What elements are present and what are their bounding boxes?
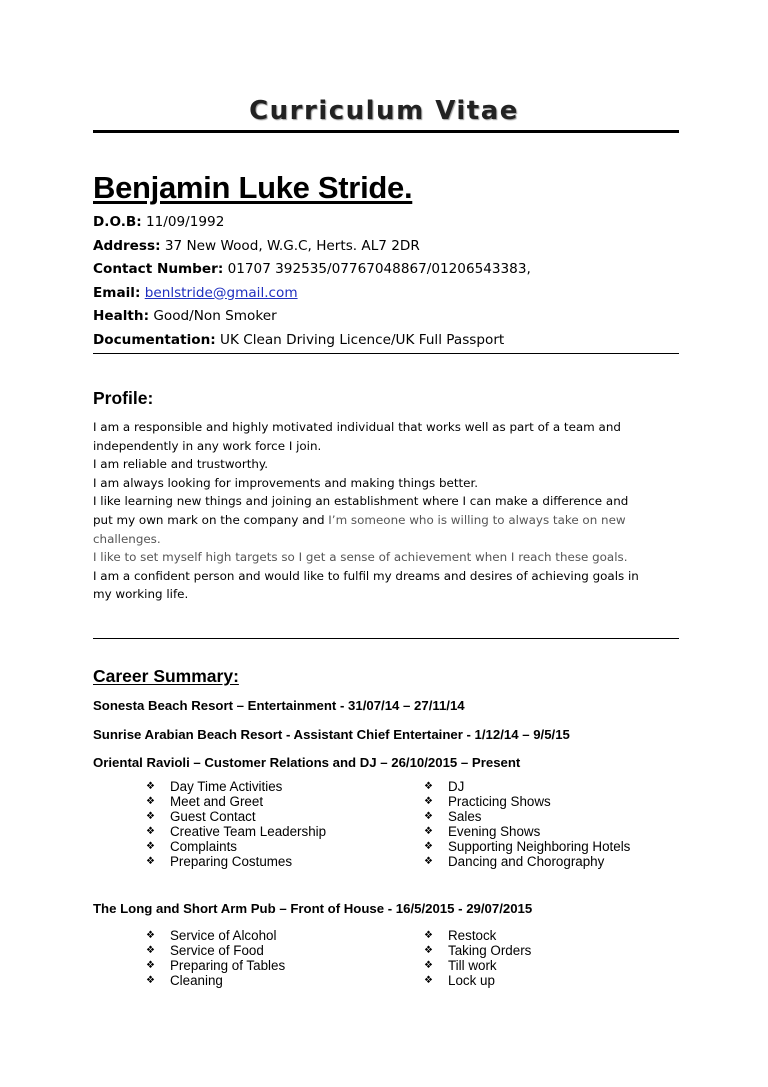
list-item-label: Sales (448, 809, 482, 824)
profile-line-part: I’m someone who is willing to always take on new (328, 512, 626, 527)
email-line (93, 282, 693, 306)
list-item (424, 943, 531, 958)
document-title: Curriculum Vitae (249, 96, 519, 126)
list-item-label: Preparing Costumes (170, 854, 293, 869)
duties-list-left (146, 779, 326, 869)
list-item (146, 958, 285, 973)
diamond-bullet-icon: ❖ (424, 930, 433, 941)
duties-list-left (146, 928, 285, 988)
list-item-label: Practicing Shows (448, 794, 551, 809)
diamond-bullet-icon: ❖ (424, 945, 433, 956)
diamond-bullet-icon: ❖ (424, 796, 433, 807)
section-divider (93, 353, 679, 354)
profile-line: I am reliable and trustworthy. (93, 457, 269, 472)
profile-text (93, 418, 683, 604)
job-entry: Oriental Ravioli – Customer Relations and DJ – 26/10/2015 – Present (93, 755, 521, 770)
list-item-label: Dancing and Chorography (448, 854, 605, 869)
list-item-label: Meet and Greet (170, 794, 264, 809)
profile-line (93, 511, 683, 530)
profile-line-part: put my own mark on the company and (93, 512, 329, 527)
profile-line: I like to set myself high targets so I get a sense of achievement when I reach these goals. (93, 550, 628, 565)
list-item-label: Taking Orders (448, 943, 532, 958)
job-entry: Sunrise Arabian Beach Resort - Assistant Chief Entertainer - 1/12/14 – 9/5/15 (93, 727, 570, 742)
job-entry: Sonesta Beach Resort – Entertainment - 31/07/14 – 27/11/14 (93, 698, 465, 713)
diamond-bullet-icon: ❖ (424, 856, 433, 867)
list-item (146, 809, 326, 824)
profile-line: I am a confident person and would like to fulfil my dreams and desires of achieving goals in (93, 568, 639, 583)
diamond-bullet-icon: ❖ (146, 856, 155, 867)
duties-list-right (424, 928, 531, 988)
email-label: Email: (93, 284, 141, 301)
list-item (424, 928, 531, 943)
list-item (424, 958, 531, 973)
contact-number-label: Contact Number: (93, 261, 224, 277)
diamond-bullet-icon: ❖ (424, 781, 433, 792)
address-value: 37 New Wood, W.G.C, Herts. AL7 2DR (164, 237, 420, 254)
list-item (146, 794, 326, 809)
career-summary-heading: Career Summary: (93, 666, 239, 686)
list-item-label: Service of Food (170, 943, 264, 958)
list-item-label: Complaints (170, 839, 237, 854)
diamond-bullet-icon: ❖ (146, 826, 155, 837)
profile-line: challenges. (93, 531, 161, 546)
diamond-bullet-icon: ❖ (146, 945, 155, 956)
dob-value: 11/09/1992 (146, 214, 225, 230)
email-link[interactable]: benlstride@gmail.com (144, 284, 298, 301)
list-item (424, 824, 630, 839)
address-line (93, 235, 693, 259)
diamond-bullet-icon: ❖ (146, 930, 155, 941)
diamond-bullet-icon: ❖ (424, 811, 433, 822)
list-item-label: Preparing of Tables (170, 958, 286, 973)
address-label: Address: (93, 237, 161, 254)
diamond-bullet-icon: ❖ (146, 796, 155, 807)
diamond-bullet-icon: ❖ (146, 841, 155, 852)
list-item-label: Cleaning (170, 973, 223, 988)
list-item-label: DJ (448, 779, 465, 794)
list-item-label: Guest Contact (170, 809, 256, 824)
list-item (424, 973, 531, 988)
list-item (424, 839, 630, 854)
diamond-bullet-icon: ❖ (146, 975, 155, 986)
list-item-label: Evening Shows (448, 824, 541, 839)
diamond-bullet-icon: ❖ (146, 811, 155, 822)
health-line (93, 305, 693, 329)
health-label: Health: (93, 308, 150, 324)
list-item-label: Lock up (448, 973, 495, 988)
profile-line: independently in any work force I join. (93, 438, 322, 453)
list-item-label: Service of Alcohol (170, 928, 277, 943)
job-entry: The Long and Short Arm Pub – Front of House - 16/5/2015 - 29/07/2015 (93, 901, 533, 916)
list-item-label: Day Time Activities (170, 779, 283, 794)
contact-number-line (93, 258, 693, 282)
profile-line: my working life. (93, 587, 189, 602)
list-item (424, 794, 630, 809)
health-value: Good/Non Smoker (153, 308, 277, 324)
list-item (146, 928, 285, 943)
list-item-label: Creative Team Leadership (170, 824, 327, 839)
profile-heading: Profile: (93, 388, 154, 408)
duties-list-right (424, 779, 630, 869)
contact-number-value: 01707 392535/07767048867/01206543383, (227, 261, 531, 277)
personal-details (93, 211, 693, 352)
documentation-line (93, 329, 693, 353)
diamond-bullet-icon: ❖ (424, 975, 433, 986)
profile-line: I am always looking for improvements and making things better. (93, 475, 479, 490)
list-item (146, 779, 326, 794)
list-item (146, 973, 285, 988)
dob-label: D.O.B: (93, 214, 142, 230)
title-underline-rule (93, 130, 679, 133)
diamond-bullet-icon: ❖ (424, 960, 433, 971)
list-item-label: Till work (448, 958, 497, 973)
diamond-bullet-icon: ❖ (424, 826, 433, 837)
list-item-label: Restock (448, 928, 497, 943)
profile-line: I like learning new things and joining an establishment where I can make a difference and (93, 494, 629, 509)
diamond-bullet-icon: ❖ (146, 781, 155, 792)
section-divider (93, 638, 679, 639)
list-item (424, 779, 630, 794)
documentation-label: Documentation: (93, 331, 216, 348)
list-item (146, 854, 326, 869)
list-item (146, 824, 326, 839)
list-item-label: Supporting Neighboring Hotels (448, 839, 631, 854)
dob-line (93, 211, 693, 235)
list-item (424, 854, 630, 869)
list-item (146, 943, 285, 958)
profile-line: I am a responsible and highly motivated individual that works well as part of a team and (93, 420, 621, 434)
diamond-bullet-icon: ❖ (146, 960, 155, 971)
list-item (146, 839, 326, 854)
person-name: Benjamin Luke Stride. (93, 170, 413, 205)
list-item (424, 809, 630, 824)
diamond-bullet-icon: ❖ (424, 841, 433, 852)
documentation-value: UK Clean Driving Licence/UK Full Passport (220, 331, 505, 348)
